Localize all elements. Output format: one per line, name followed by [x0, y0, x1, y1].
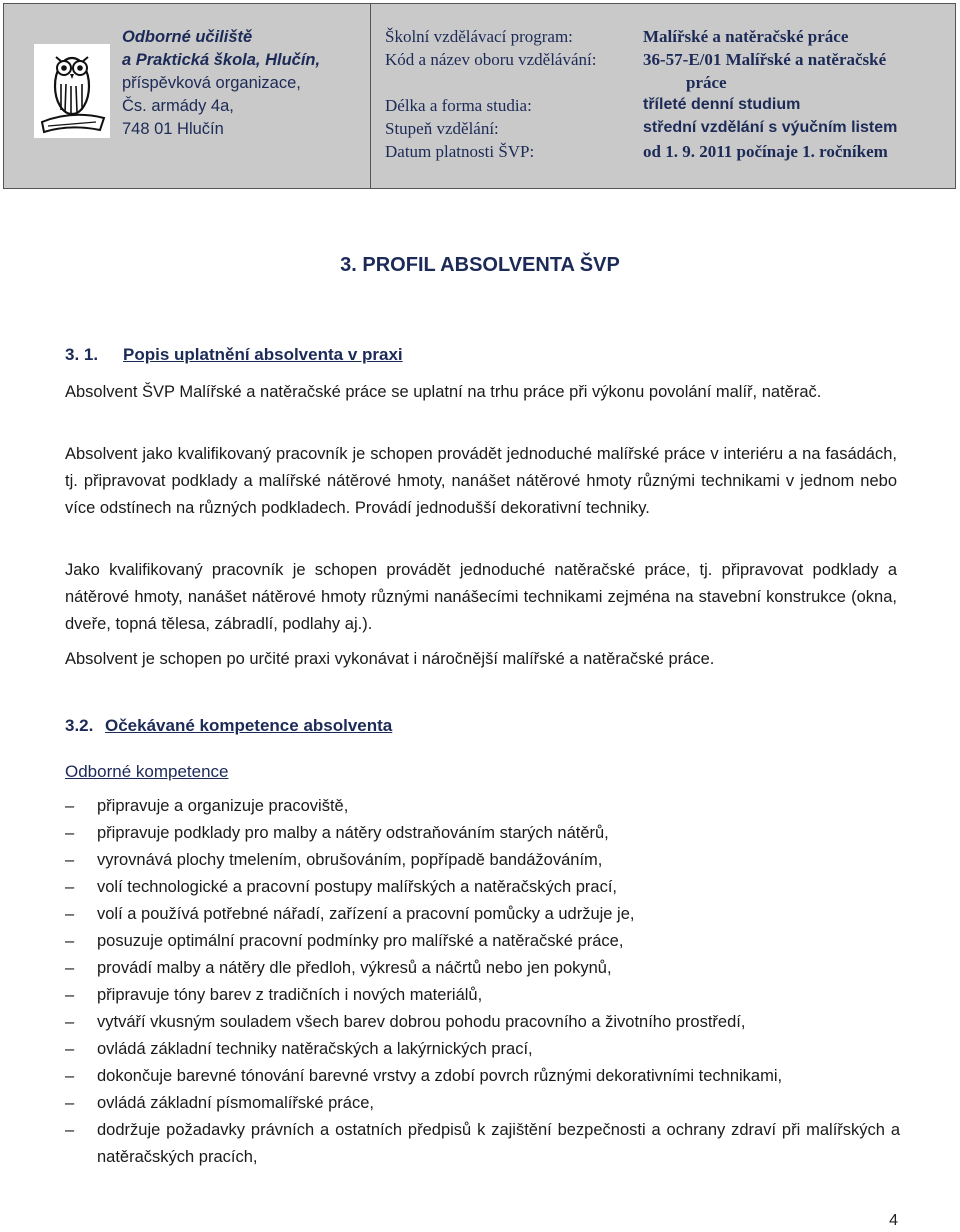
school-address: [122, 26, 320, 141]
list-item: [65, 1090, 900, 1117]
section-number-2: 3.2.: [65, 716, 94, 735]
section-heading-1: [65, 345, 403, 365]
list-item: [65, 1117, 900, 1171]
paragraph-1: Absolvent ŠVP Malířské a natěračské práce se uplatní na trhu práce při výkonu povolání malíř, natěrač.: [65, 383, 822, 401]
school-street: Čs. armády 4a,: [122, 97, 234, 115]
school-name-line3: příspěvková organizace,: [122, 74, 301, 92]
competence-list: [65, 793, 900, 1171]
dash-bullet-icon: –: [65, 905, 75, 923]
page-title: 3. PROFIL ABSOLVENTA ŠVP: [340, 254, 620, 276]
paragraph-4: Absolvent je schopen po určité praxi vykonávat i náročnější malířské a natěračské práce.: [65, 650, 715, 668]
school-city: 748 01 Hlučín: [122, 120, 224, 138]
list-item-text: ovládá základní písmomalířské práce,: [97, 1094, 374, 1112]
school-name-line2: a Praktická škola, Hlučín,: [122, 51, 321, 69]
header-value-program: Malířské a natěračské práce: [643, 27, 849, 46]
dash-bullet-icon: –: [65, 878, 75, 896]
owl-logo-icon: [34, 44, 110, 138]
dash-bullet-icon: –: [65, 986, 75, 1004]
dash-bullet-icon: –: [65, 797, 75, 815]
header-value-field: 36-57-E/01 Malířské a natěračské: [643, 50, 887, 69]
section-heading-2: [65, 716, 392, 736]
list-item: [65, 874, 900, 901]
list-item: [65, 1063, 900, 1090]
header-label-program: Školní vzdělávací program:: [385, 27, 573, 46]
list-item: [65, 955, 900, 982]
list-item: [65, 1036, 900, 1063]
list-item: [65, 847, 900, 874]
header-school-cell: [4, 4, 371, 188]
section-title-2: Očekávané kompetence absolventa: [105, 716, 393, 735]
list-item-text: provádí malby a nátěry dle předloh, výkresů a náčrtů nebo jen pokynů,: [97, 959, 612, 977]
header-value-level: střední vzdělání s výučním listem: [643, 119, 898, 136]
dash-bullet-icon: –: [65, 1013, 75, 1031]
dash-bullet-icon: –: [65, 1121, 75, 1139]
header-label-level: Stupeň vzdělání:: [385, 119, 499, 138]
list-item-text: volí a používá potřebné nářadí, zařízení a pracovní pomůcky a udržuje je,: [97, 905, 635, 923]
document-header: [3, 3, 956, 189]
school-name-line1: Odborné učiliště: [122, 28, 253, 46]
header-value-field-cont: práce: [686, 73, 727, 92]
paragraph-2: Absolvent jako kvalifikovaný pracovník je schopen provádět jednoduché malířské práce v interiéru a na fasádách, tj. připravovat podklady a malířské nátěrové hmoty, nanášet nátěrové hmoty různými technikami v jednom nebo více odstínech na různých podkladech. Provádí jednodušší dekorativní techniky.: [65, 445, 897, 517]
dash-bullet-icon: –: [65, 824, 75, 842]
list-item-text: dodržuje požadavky právních a ostatních předpisů k zajištění bezpečnosti a ochrany zdraví při malířských a natěračských pracích,: [97, 1121, 900, 1166]
list-item: [65, 982, 900, 1009]
dash-bullet-icon: –: [65, 1094, 75, 1112]
header-program-cell: [371, 4, 955, 188]
list-item-text: připravuje a organizuje pracoviště,: [97, 797, 349, 815]
dash-bullet-icon: –: [65, 1040, 75, 1058]
dash-bullet-icon: –: [65, 851, 75, 869]
list-item: [65, 793, 900, 820]
dash-bullet-icon: –: [65, 932, 75, 950]
list-item-text: připravuje podklady pro malby a nátěry odstraňováním starých nátěrů,: [97, 824, 609, 842]
dash-bullet-icon: –: [65, 1067, 75, 1085]
list-item: [65, 928, 900, 955]
header-label-field: Kód a název oboru vzdělávání:: [385, 50, 597, 69]
paragraph-3: Jako kvalifikovaný pracovník je schopen provádět jednoduché natěračské práce, tj. připravovat podklady a nátěrové hmoty, nanášet nátěrové hmoty různými nanášecími technikami zejména na stavební konstrukce (okna, dveře, topná tělesa, zábradlí, podlahy aj.).: [65, 561, 897, 633]
section-number-1: 3. 1.: [65, 345, 99, 364]
header-value-duration: tříleté denní studium: [643, 96, 801, 113]
header-label-validity: Datum platnosti ŠVP:: [385, 142, 535, 161]
list-item: [65, 901, 900, 928]
header-value-validity: od 1. 9. 2011 počínaje 1. ročníkem: [643, 142, 888, 161]
dash-bullet-icon: –: [65, 959, 75, 977]
list-item: [65, 820, 900, 847]
subsection-title: Odborné kompetence: [65, 762, 229, 781]
list-item-text: dokončuje barevné tónování barevné vrstvy a zdobí povrch různými dekorativními technikami,: [97, 1067, 783, 1085]
list-item-text: ovládá základní techniky natěračských a lakýrnických prací,: [97, 1040, 533, 1058]
list-item-text: vytváří vkusným souladem všech barev dobrou pohodu pracovního a životního prostředí,: [97, 1013, 746, 1031]
list-item: [65, 1009, 900, 1036]
header-label-duration: Délka a forma studia:: [385, 96, 532, 115]
list-item-text: volí technologické a pracovní postupy malířských a natěračských prací,: [97, 878, 617, 896]
list-item-text: připravuje tóny barev z tradičních i nových materiálů,: [97, 986, 483, 1004]
section-title-1: Popis uplatnění absolventa v praxi: [123, 345, 403, 364]
list-item-text: posuzuje optimální pracovní podmínky pro malířské a natěračské práce,: [97, 932, 624, 950]
list-item-text: vyrovnává plochy tmelením, obrušováním, popřípadě bandážováním,: [97, 851, 603, 869]
page-number: 4: [889, 1212, 898, 1229]
